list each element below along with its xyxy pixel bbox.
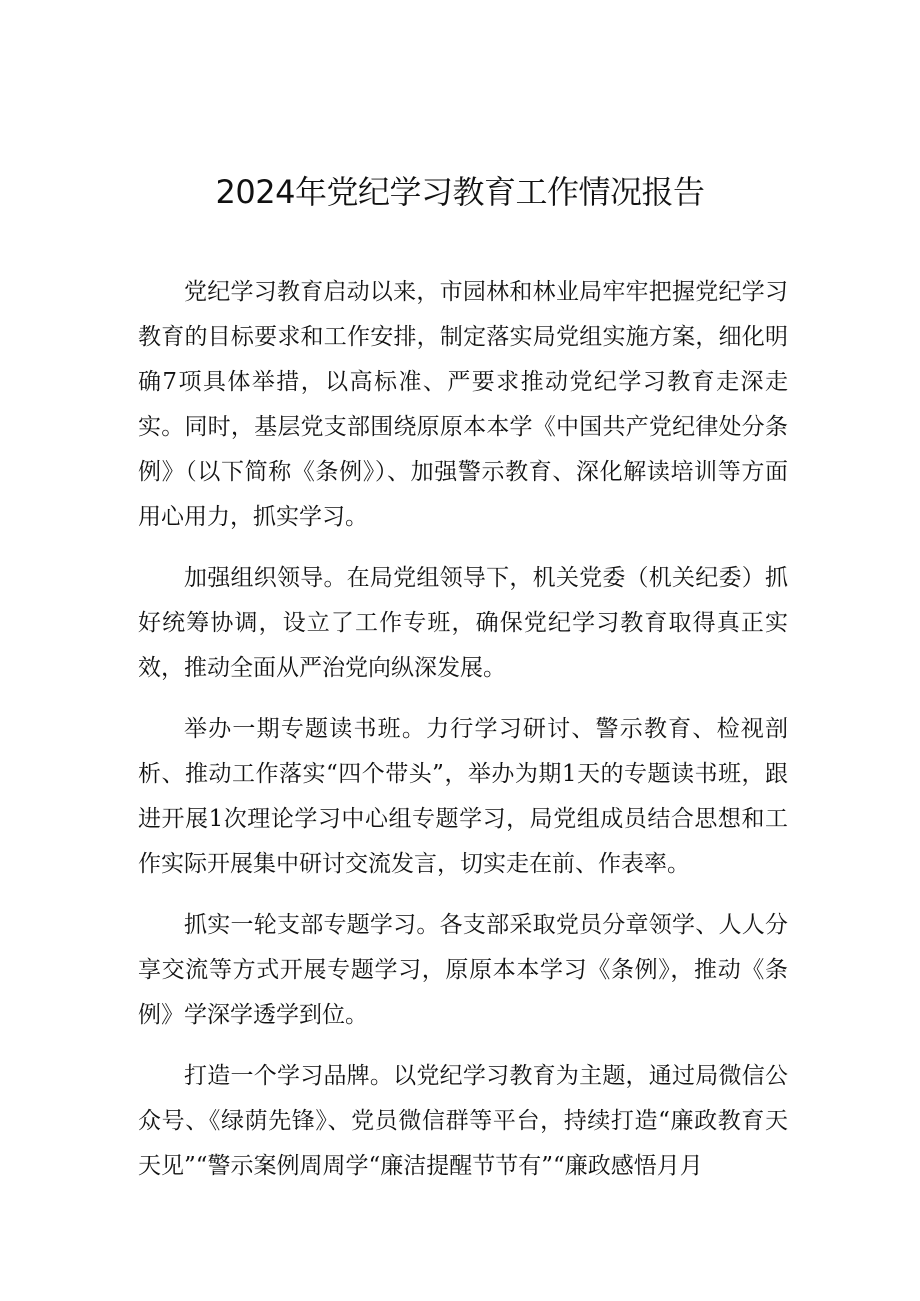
paragraph-branch-study: 抓实一轮支部专题学习。各支部采取党员分章领学、人人分享交流等方式开展专题学习，原原本本学习《条例》，推动《条例》学深学透学到位。 (138, 912, 788, 1028)
paragraph-study-brand: 打造一个学习品牌。以党纪学习教育为主题，通过局微信公众号、《绿荫先锋》、党员微信群等平台，持续打造“廉政教育天天见”“警示案例周周学“廉洁提醒节节有”“廉政感悟月月 (138, 1063, 788, 1179)
paragraph-intro: 党纪学习教育启动以来，市园林和林业局牢牢把握党纪学习教育的目标要求和工作安排，制定落实局党组实施方案，细化明确7项具体举措，以高标准、严要求推动党纪学习教育走深走实。同时，基层党支部围绕原原本本学《中国共产党纪律处分条例》（以下简称《条例》）、加强警示教育、深化解读培训等方面用心用力，抓实学习。 (138, 279, 788, 530)
paragraph-organization-leadership: 加强组织领导。在局党组领导下，机关党委（机关纪委）抓好统筹协调，设立了工作专班，确保党纪学习教育取得真正实效，推动全面从严治党向纵深发展。 (138, 565, 788, 681)
document-body (138, 270, 788, 1205)
paragraph-reading-class: 举办一期专题读书班。力行学习研讨、警示教育、检视剖析、推动工作落实“四个带头”，举办为期1天的专题读书班，跟进开展1次理论学习中心组专题学习，局党组成员结合思想和工作实际开展集中研讨交流发言，切实走在前、作表率。 (138, 716, 788, 877)
document-title: 2024年党纪学习教育工作情况报告 (215, 173, 705, 211)
